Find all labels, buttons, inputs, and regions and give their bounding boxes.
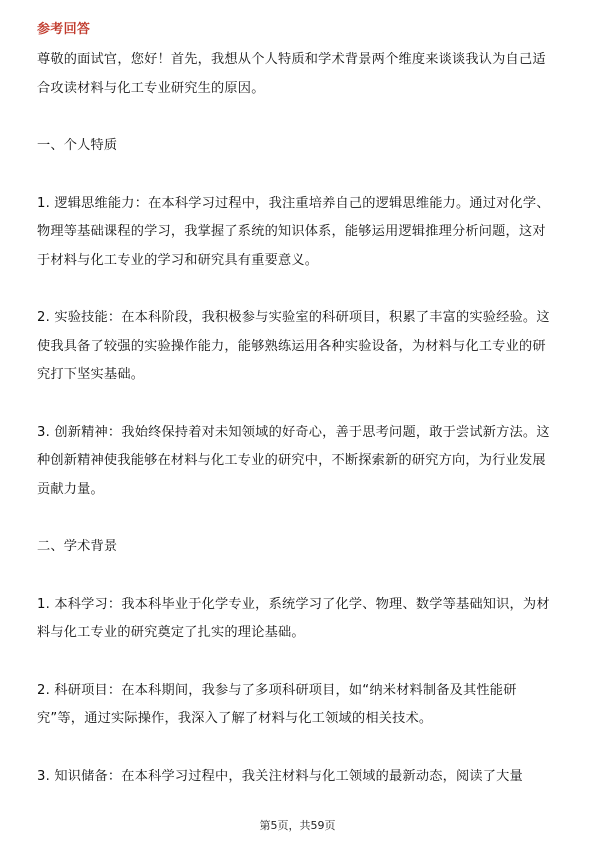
spacer	[37, 161, 559, 190]
spacer	[37, 390, 559, 419]
spacer	[37, 648, 559, 677]
page-number-footer: 第5页，共59页	[259, 819, 336, 832]
paragraph-lab-skills: 2. 实验技能：在本科阶段，我积极参与实验室的科研项目，积累了丰富的实验经验。这使我具备了较强的实验操作能力，能够熟练运用各种实验设备，为材料与化工专业的研究打下坚实基础。	[37, 310, 550, 382]
spacer	[37, 504, 559, 533]
section-title-academic-background: 二、学术背景	[37, 539, 118, 554]
paragraph-knowledge: 3. 知识储备：在本科学习过程中，我关注材料与化工领域的最新动态，阅读了大量	[37, 768, 523, 784]
paragraph-research-projects: 2. 科研项目：在本科期间，我参与了多项科研项目，如“纳米材料制备及其性能研究”等，通过实际操作，我深入了解了材料与化工领域的相关技术。	[37, 682, 517, 726]
spacer	[37, 103, 559, 132]
paragraph-innovation: 3. 创新精神：我始终保持着对未知领域的好奇心，善于思考问题，敢于尝试新方法。这种创新精神使我能够在材料与化工专业的研究中，不断探索新的研究方向，为行业发展贡献力量。	[37, 424, 550, 497]
document-content	[37, 21, 559, 791]
spacer	[37, 562, 559, 591]
spacer	[37, 734, 559, 763]
answer-heading: 参考回答	[37, 22, 91, 37]
spacer	[37, 275, 559, 304]
intro-paragraph: 尊敬的面试官，您好！首先，我想从个人特质和学术背景两个维度来谈谈我认为自己适合攻读材料与化工专业研究生的原因。	[37, 52, 546, 96]
paragraph-logical-thinking: 1. 逻辑思维能力：在本科学习过程中，我注重培养自己的逻辑思维能力。通过对化学、物理等基础课程的学习，我掌握了系统的知识体系，能够运用逻辑推理分析问题，这对于材料与化工专业的学习和研究具有重要意义。	[37, 195, 550, 268]
paragraph-undergrad-study: 1. 本科学习：我本科毕业于化学专业，系统学习了化学、物理、数学等基础知识，为材料与化工专业的研究奠定了扎实的理论基础。	[37, 596, 550, 640]
section-title-personal-traits: 一、个人特质	[37, 138, 118, 153]
